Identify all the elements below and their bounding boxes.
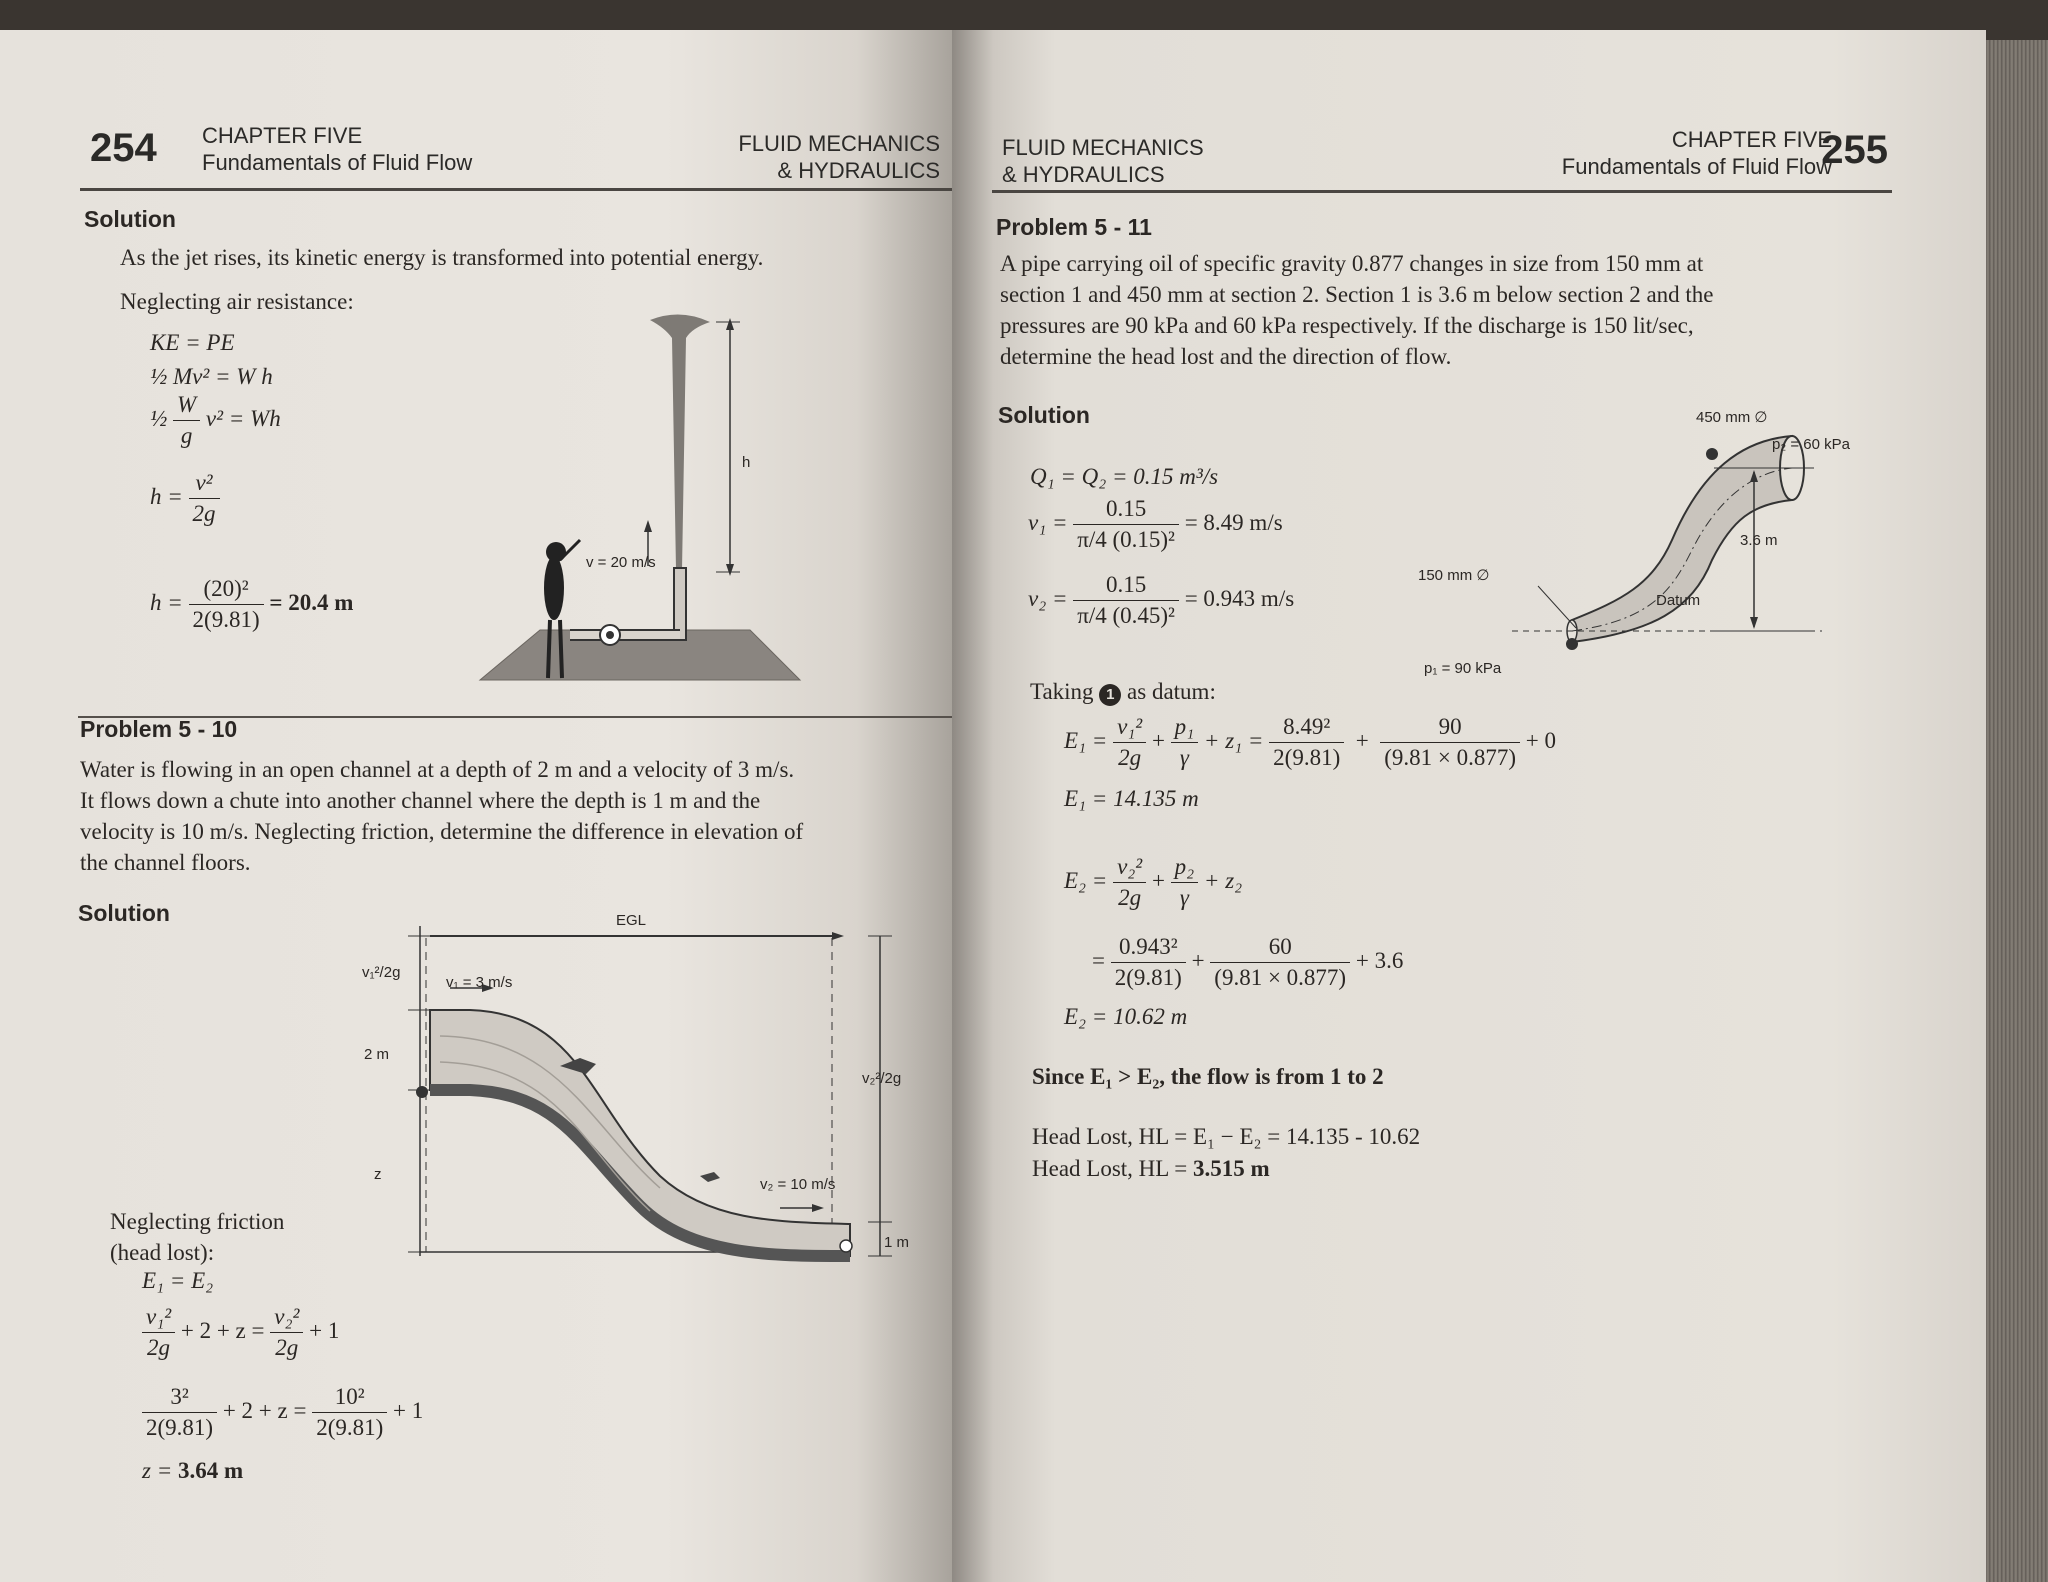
equation-energy-general: $\frac{\text{v₁²}}{2g}$ + 2 + z = $\frac{\text{v₂²}}{2g}$ + 1 xyxy=(142,1304,339,1361)
problem-5-10-text-1: Water is flowing in an open channel at a depth of 2 m and a velocity of 3 m/s. xyxy=(80,757,795,782)
equation-e1-result: E₁ = 14.135 m xyxy=(1064,786,1199,811)
book-title-line-1: FLUID MECHANICS xyxy=(1002,135,1204,160)
chapter-header xyxy=(202,122,472,176)
datum-label: Datum xyxy=(1656,592,1701,609)
section-1-badge: 1 xyxy=(1099,684,1121,706)
problem-5-11-text-2: section 1 and 450 mm at section 2. Section 1 is 3.6 m below section 2 and the xyxy=(1000,282,1714,307)
book-title-line-2: & HYDRAULICS xyxy=(777,158,940,183)
equation-e2-numeric: = $\frac{\text{0.943²}}{2(9.81)}$ + $\frac{60}{(9.81 \times 0.877)}$ + 3.6 xyxy=(1092,934,1404,990)
conclusion-text: Since E₁ > E₂, the flow is from 1 to 2 xyxy=(1032,1064,1384,1089)
equation-h-result: h = $\frac{\text{(20)²}}{2(9.81)}$ = 20.4 m xyxy=(150,576,354,632)
right-page xyxy=(952,30,1986,1582)
section-2-marker xyxy=(1706,448,1718,460)
equation-e1: E₁ = $\frac{\text{v₁²}}{2g}$ + $\frac{\text{p₁}}{\gamma}$ + z₁ = $\frac{\text{8.49²}}{2(9.81)}$ + $\frac{90}{(9.81 \times 0.877)}$ + 0 xyxy=(1064,714,1557,770)
chapter-label: CHAPTER FIVE xyxy=(202,123,363,148)
problem-5-11-text-1: A pipe carrying oil of specific gravity 0.877 changes in size from 150 mm at xyxy=(1000,251,1704,276)
book-title-line-1: FLUID MECHANICS xyxy=(738,131,940,156)
book-page-edge xyxy=(1986,40,2048,1582)
height-label: 3.6 m xyxy=(1740,532,1778,549)
head-lost-equation: Head Lost, HL = E₁ − E₂ = 14.135 - 10.62 xyxy=(1032,1124,1421,1149)
problem-5-10-text-2: It flows down a chute into another channel where the depth is 1 m and the xyxy=(80,788,761,813)
left-page xyxy=(0,30,952,1582)
chapter-title: Fundamentals of Fluid Flow xyxy=(1561,154,1832,179)
chute-figure xyxy=(360,926,920,1266)
person-figure-icon xyxy=(544,556,564,620)
problem-5-10-text-4: the channel floors. xyxy=(80,850,251,875)
problem-5-11-solution-heading: Solution xyxy=(998,402,1090,428)
section-2-marker xyxy=(840,1240,852,1252)
equation-v1: v₁ = $\frac{0.15}{\text{π/4 (0.15)²}}$ = 8.49 m/s xyxy=(1028,496,1283,552)
problem-5-10-heading: Problem 5 - 10 xyxy=(80,716,238,742)
equation-discharge: Q₁ = Q₂ = 0.15 m³/s xyxy=(1030,464,1219,489)
d1-label: 150 mm ∅ xyxy=(1418,567,1490,584)
solution-text-2: Neglecting air resistance: xyxy=(120,289,354,314)
head-lost-result: Head Lost, HL = 3.515 m xyxy=(1032,1156,1270,1181)
v1-head-label: v₁²/2g xyxy=(362,964,401,981)
equation-e2-result: E₂ = 10.62 m xyxy=(1064,1004,1188,1029)
p2-label: p₂ = 60 kPa xyxy=(1772,436,1850,453)
section-1-marker xyxy=(1566,638,1578,650)
v1-label: v₁ = 3 m/s xyxy=(446,974,513,991)
equation-v2: v₂ = $\frac{0.15}{\text{π/4 (0.45)²}}$ = 0.943 m/s xyxy=(1028,572,1295,628)
d2-label: 450 mm ∅ xyxy=(1696,409,1768,426)
problem-5-10-solution-heading: Solution xyxy=(78,900,170,926)
note-head-lost: (head lost): xyxy=(110,1240,215,1265)
z-label: z xyxy=(374,1166,382,1183)
chapter-label: CHAPTER FIVE xyxy=(1671,127,1832,152)
book-title xyxy=(700,130,940,184)
page-number: 255 xyxy=(1821,128,1888,172)
equation-energy-numeric: $\frac{\text{3²}}{2(9.81)}$ + 2 + z = $\frac{\text{10²}}{2(9.81)}$ + 1 xyxy=(142,1384,423,1441)
problem-5-11-heading: Problem 5 - 11 xyxy=(996,214,1152,240)
water-body xyxy=(430,1010,850,1256)
problem-5-11-text-4: determine the head lost and the direction of flow. xyxy=(1000,344,1452,369)
water-jet xyxy=(650,314,710,570)
equation-h-v2: h = $\frac{\text{v²}}{2g}$ xyxy=(150,470,220,527)
solution-heading: Solution xyxy=(84,206,176,232)
equation-ke-pe: KE = PE xyxy=(150,330,235,355)
egl-label: EGL xyxy=(616,912,647,929)
note-neglecting-friction: Neglecting friction xyxy=(110,1209,285,1234)
problem-5-11-text-3: pressures are 90 kPa and 60 kPa respectively. If the discharge is 150 lit/sec, xyxy=(1000,313,1694,338)
equation-e2: E₂ = $\frac{\text{v₂²}}{2g}$ + $\frac{\text{p₂}}{\gamma}$ + z₂ xyxy=(1064,854,1243,910)
equation-z-result: z = 3.64 m xyxy=(142,1458,244,1483)
solution-text-1: As the jet rises, its kinetic energy is transformed into potential energy. xyxy=(120,245,764,270)
v2-label: v₂ = 10 m/s xyxy=(760,1176,836,1193)
equation-half-mv2: ½ Mv² = W h xyxy=(150,364,273,389)
page-number: 254 xyxy=(90,126,157,170)
taking-datum-text: Taking 1 as datum: xyxy=(1030,679,1216,704)
depth-2-label: 1 m xyxy=(884,1234,910,1251)
header-rule xyxy=(80,188,952,191)
header-rule xyxy=(992,190,1892,193)
jet-height-label: h xyxy=(742,454,751,471)
chapter-title: Fundamentals of Fluid Flow xyxy=(202,150,473,175)
p1-label: p₁ = 90 kPa xyxy=(1424,660,1502,677)
v2-head-label: v₂²/2g xyxy=(862,1070,902,1087)
jet-velocity-label: v = 20 m/s xyxy=(586,554,656,571)
book-title-line-2: & HYDRAULICS xyxy=(1002,162,1165,187)
equation-e1-e2: E₁ = E₂ xyxy=(142,1268,214,1293)
depth-1-label: 2 m xyxy=(364,1046,390,1063)
jet-figure xyxy=(480,310,800,690)
problem-5-10-text-3: velocity is 10 m/s. Neglecting friction, determine the difference in elevation of xyxy=(80,819,804,844)
book-title xyxy=(1002,134,1204,188)
section-1-marker xyxy=(416,1086,428,1098)
equation-w-over-g: ½ $\frac{W}{g}$ v² = Wh xyxy=(150,392,281,448)
